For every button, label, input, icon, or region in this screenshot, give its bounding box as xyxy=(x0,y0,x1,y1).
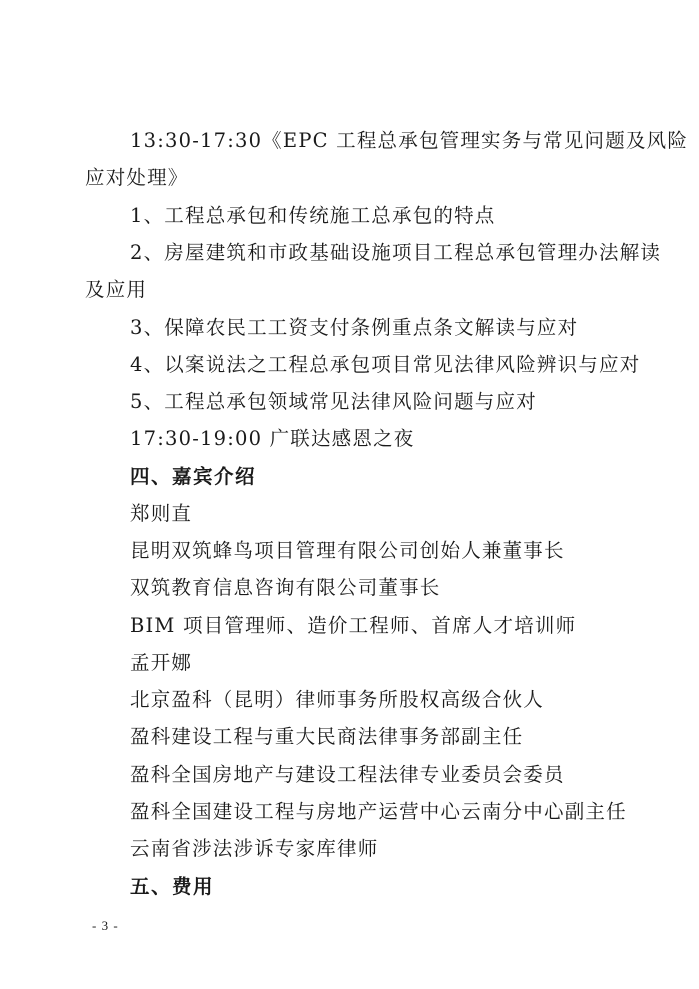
section-heading-guests: 四、嘉宾介绍 xyxy=(130,465,257,488)
schedule-item-2-continued: 及应用 xyxy=(85,278,148,301)
session-title-line-1: 13:30-17:30《EPC 工程总承包管理实务与常见问题及风险 xyxy=(130,129,689,152)
guest-2-title-1: 北京盈科（昆明）律师事务所股权高级合伙人 xyxy=(130,688,545,711)
guest-1-title-1: 昆明双筑蜂鸟项目管理有限公司创始人兼董事长 xyxy=(130,539,565,562)
schedule-item-4: 4、以案说法之工程总承包项目常见法律风险辨识与应对 xyxy=(130,353,641,376)
guest-2-title-3: 盈科全国房地产与建设工程法律专业委员会委员 xyxy=(130,763,565,786)
guest-2-title-2: 盈科建设工程与重大民商法律事务部副主任 xyxy=(130,725,524,748)
page-number: - 3 - xyxy=(92,918,119,933)
session-title-line-2: 应对处理》 xyxy=(85,166,189,189)
schedule-item-5: 5、工程总承包领域常见法律风险问题与应对 xyxy=(130,390,537,413)
schedule-item-3: 3、保障农民工工资支付条例重点条文解读与应对 xyxy=(130,316,579,339)
section-heading-fees: 五、费用 xyxy=(130,875,215,898)
guest-2-title-5: 云南省涉法涉诉专家库律师 xyxy=(130,837,379,860)
guest-2-title-4: 盈科全国建设工程与房地产运营中心云南分中心副主任 xyxy=(130,800,627,823)
guest-1-title-2: 双筑教育信息咨询有限公司董事长 xyxy=(130,576,441,599)
guest-2-name: 孟开娜 xyxy=(130,651,193,674)
schedule-item-1: 1、工程总承包和传统施工总承包的特点 xyxy=(130,204,496,227)
evening-event: 17:30-19:00 广联达感恩之夜 xyxy=(130,427,415,450)
guest-1-title-3: BIM 项目管理师、造价工程师、首席人才培训师 xyxy=(130,614,577,637)
guest-1-name: 郑则直 xyxy=(130,502,193,525)
schedule-item-2: 2、房屋建筑和市政基础设施项目工程总承包管理办法解读 xyxy=(130,241,662,264)
